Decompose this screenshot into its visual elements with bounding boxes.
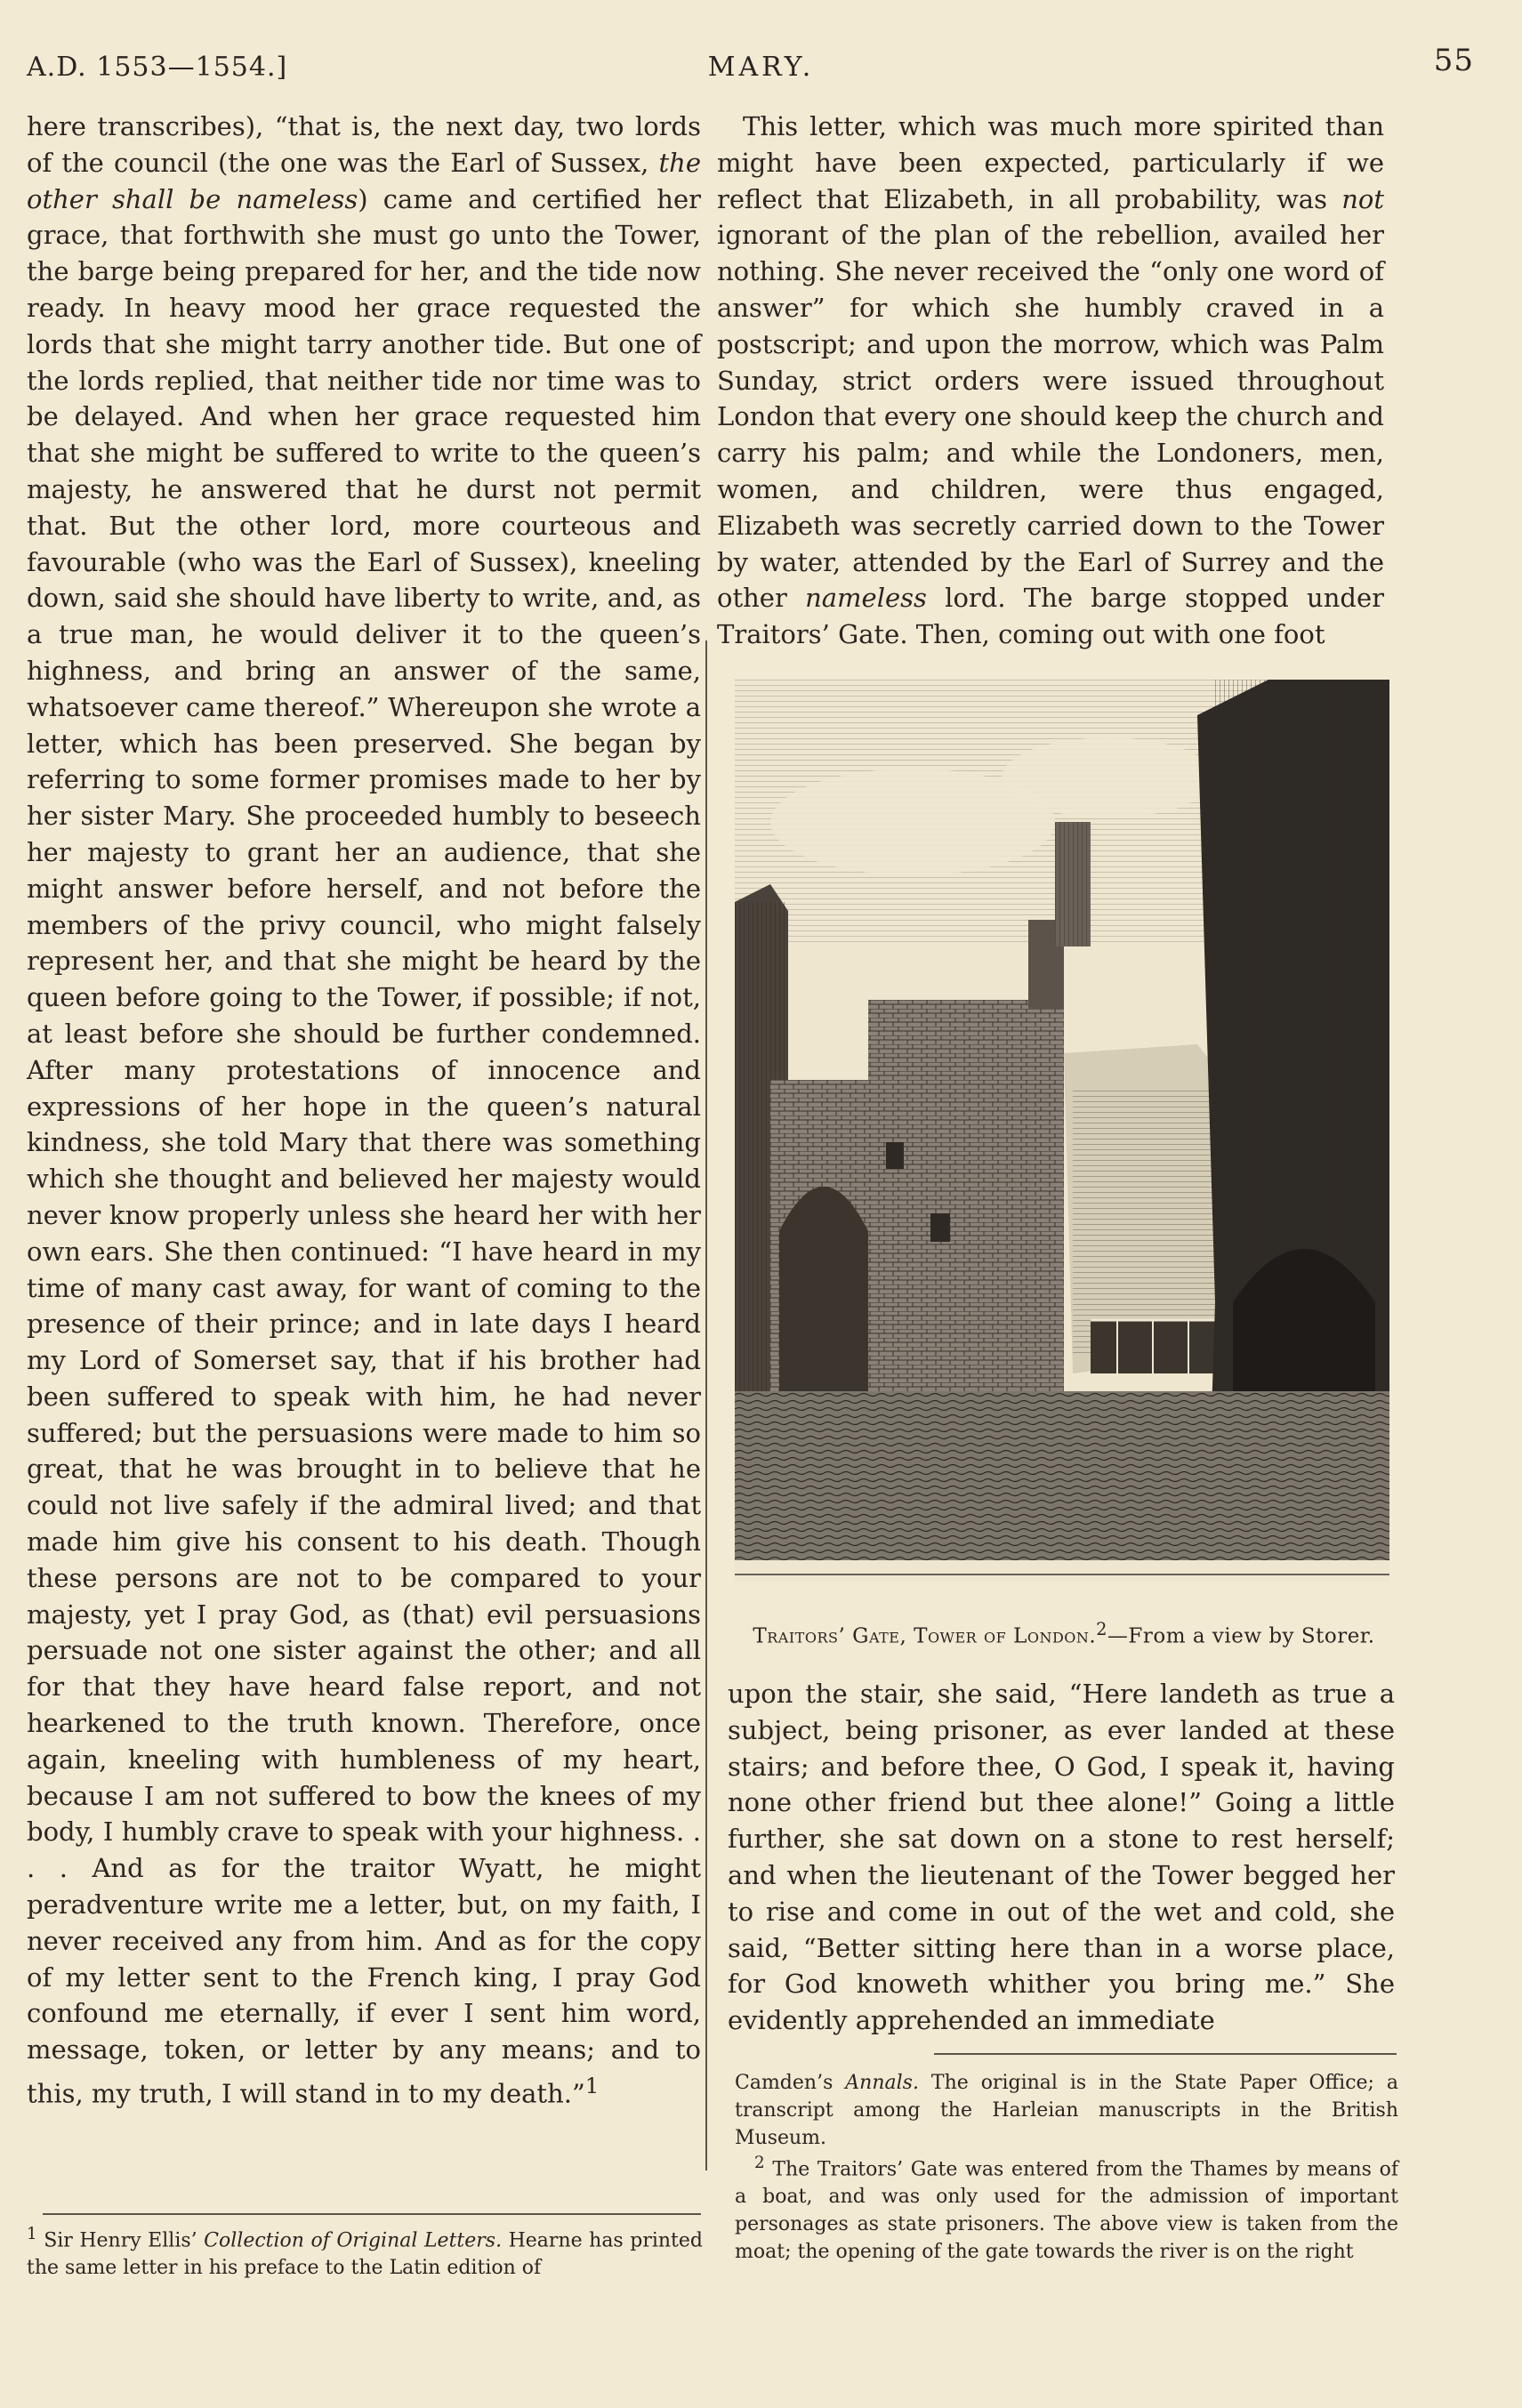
footnote-1-emphasis: Collection of Original Letters. <box>204 2229 503 2252</box>
column-divider <box>705 640 707 2170</box>
right-bottom-paragraph: upon the stair, she said, “Here landeth as true a subject, being prisoner, as ever landed at these stairs; and before thee, O God, I speak it, having none other friend but thee alone!” Going a little further, she sat down on a stone to rest herself; and when the lieutenant of the Tower begged her to rise and come in out of the wet and cold, she said, “Better sitting here than in a worse place, for God knoweth whither you bring me.” She evidently apprehended an immediate <box>728 1679 1395 2036</box>
left-text-emphasis: the other shall be nameless <box>27 147 701 214</box>
header-date-range: A.D. 1553—1554.] <box>27 52 288 83</box>
footnote-rule-left <box>43 2213 701 2215</box>
caption-footnote-ref: 2 <box>1096 1619 1107 1639</box>
right-column-bottom <box>728 1676 1395 2039</box>
caption-credit: —From a view by Storer. <box>1107 1624 1375 1648</box>
footnote-1-marker: 1 <box>27 2225 37 2243</box>
right-top-emphasis-1: not <box>1341 183 1384 214</box>
footnote-cont-emphasis: Annals. <box>845 2072 919 2094</box>
footnote-1 <box>27 2220 703 2282</box>
right-top-text-a: This letter, which was much more spirited than might have been expected, particularly if we reflect that Elizabeth, in all probability, was <box>717 111 1384 214</box>
footnote-2-text: The Traitors’ Gate was entered from the Thames by means of a boat, and was only used for the admission of important personages as state prisoners. The above view is taken from the moat; the opening of the gate towards the river is on the right <box>735 2158 1398 2264</box>
page-number: 55 <box>1433 43 1474 78</box>
caption-title: Traitors’ Gate, Tower of London. <box>753 1624 1097 1648</box>
left-text-a: here transcribes), “that is, the next day, two lords of the council (the one was the Earl of Sussex, <box>27 111 701 178</box>
footnote-cont-text-a: Camden’s <box>735 2072 846 2094</box>
right-column-top <box>717 109 1384 653</box>
left-text-b: ) came and certified her grace, that forthwith she must go unto the Tower, the barge being prepared for her, and the tide now ready. In heavy mood her grace requested the lords that she might tarry another tide. But one of the lords replied, that neither tide nor time was to be delayed. And when her grace requested him that she might be suffered to write to the queen’s majesty, he answered that he durst not permit that. But the other lord, more courteous and favourable (who was the Earl of Sussex), kneeling down, said she should have liberty to write, and, as a true man, he would deliver it to the queen’s highness, and bring an answer of the same, whatsoever came thereof.” Whereupon she wrote a letter, which has been preserved. She began by referring to some former promises made to her by her sister Mary. She proceeded humbly to beseech her majesty to grant her an audience, that she might answer before herself, and not before the members of the privy council, who might falsely represent her, and that she might be heard by the queen before going to the Tower, if possible; if not, at least before she should be further condemned. After many protestations of innocence and expressions of her hope in the queen’s natural kindness, she told Mary that there was something which she thought and believed her majesty would never know properly unless she heard her with her own ears. She then continued: “I have heard in my time of many cast away, for want of coming to the presence of their prince; and in late days I heard my Lord of Somerset say, that if his brother had been suffered to speak with him, he had never suffered; but the persuasions were made to him so great, that he was brought in to believe that he could not live safely if the admiral lived; and that made him give his consent to his death. Though these persons are not to be compared to your majesty, yet I pray God, as (that) evil persuasions persuade not one sister against the other; and all for that they have heard false report, and not hearkened to the truth known. Therefore, once again, kneeling with humbleness of my heart, because I am not suffered to bow the knees of my body, I humbly crave to speak with your highness. . . . And as for the traitor Wyatt, he might peradventure write me a letter, but, on my faith, I never received any from him. And as for the copy of my letter sent to the French king, I pray God confound me eternally, if ever I sent him word, message, token, or letter by any means; and to this, my truth, I will stand in to my death.” <box>27 183 701 2109</box>
header-title: MARY. <box>707 52 815 83</box>
footnote-cont-text-b: The original is in the State Paper Office; a transcript among the Harleian manuscripts in the British Museum. <box>735 2072 1399 2149</box>
footnote-1-text-b: Hearne has printed the same letter in his preface to the Latin edition of <box>27 2229 703 2280</box>
running-header <box>27 43 1495 96</box>
figure-caption <box>729 1619 1398 1655</box>
footnote-ref-1: 1 <box>584 2074 600 2099</box>
right-top-emphasis-2: nameless <box>805 583 927 614</box>
footnote-2-marker: 2 <box>754 2154 765 2172</box>
footnote-1-text-a: Sir Henry Ellis’ <box>36 2229 205 2252</box>
footnote-1-continuation <box>735 2069 1398 2152</box>
left-column <box>27 109 701 2112</box>
footnote-2 <box>735 2149 1398 2266</box>
right-top-paragraph <box>717 109 1384 653</box>
right-top-text-c: lord. The barge stopped under Traitors’ Gate. Then, coming out with one foot <box>717 583 1384 650</box>
footnote-rule-right <box>934 2053 1397 2055</box>
traitors-gate-engraving <box>735 680 1389 1582</box>
right-top-text-b: ignorant of the plan of the rebellion, availed her nothing. She never received the “only one word of answer” for which she humbly craved in a postscript; and upon the morrow, which was Palm Sunday, strict orders were issued throughout London that every one should keep the church and carry his palm; and while the Londoners, men, women, and children, were thus engaged, Elizabeth was secretly carried down to the Tower by water, attended by the Earl of Surrey and the other <box>717 220 1384 614</box>
left-paragraph <box>27 109 701 2112</box>
